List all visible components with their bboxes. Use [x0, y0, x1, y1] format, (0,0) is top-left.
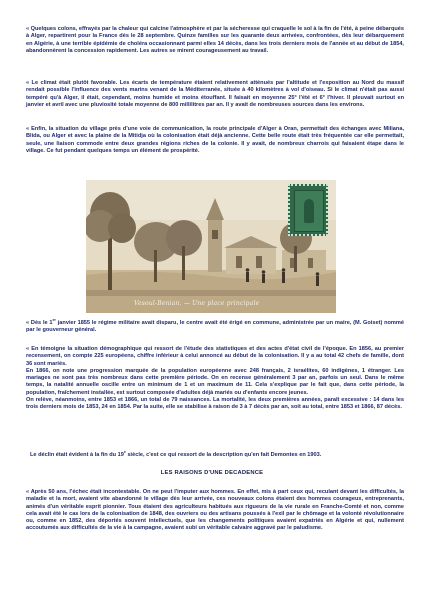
paragraph-commune-start: « Dès le 1	[26, 320, 53, 326]
paragraph-decline-rest: siècle, c'est ce qui ressort de la description qu'en fait Demontes en 1903.	[125, 452, 322, 458]
section-title: LES RAISONS D'UNE DECADENCE	[160, 470, 264, 476]
paragraph-decline	[30, 452, 408, 459]
paragraph-commune-rest: janvier 1855 le régime militaire avait disparu, le centre avait été érigé en commune, administrée par un maire, (M. Goiset) nommé par le gouverneur général.	[26, 320, 404, 334]
stamp-figure-icon	[304, 199, 314, 223]
stamp-face	[294, 190, 324, 232]
postage-stamp	[288, 184, 328, 236]
paragraph-commune	[26, 320, 404, 335]
postcard-caption: Vesoul-Benian. — Une place principale	[134, 300, 260, 307]
ordinal-superscript: er	[52, 318, 56, 323]
paragraph-decline-start: Le déclin était évident à la fin du 19	[30, 452, 124, 458]
paragraph-colons-arrival: « Quelques colons, effrayés par la chaleur qui calcine l'atmosphère et par la sécheresse qui craquelle le sol à la fin de l'été, à peine débarqués à Alger, repartirent pour la France dès le 28 septembre. Quinze familles sur les quarante deux arrivées, confrontées, dès leur débarquement en Algérie, à une terrible épidémie de choléra occasionnant parmi elles 14 décès, dans les trois derniers mois de l'année et au début de 1854, abandonnèrent la concession rapidement. Les autres se mirent courageusement au travail.	[26, 26, 404, 54]
century-superscript: e	[123, 450, 126, 455]
paragraph-failure: « Après 50 ans, l'échec était incontestable. On ne peut l'imputer aux hommes. En effet, mis à part ceux qui, reculant devant les difficultés, la maladie et la mort, avaient vite abandonné le village dès leur arrivée, ces nouveaux colons étaient des hommes courageux, entreprenants, animés d'un véritable esprit pionnier. Tous étaient des agriculteurs habitués aux rigueurs de la vie rurale en Franche-Comté et non, comme cela avait été le cas lors de la colonisation de 1848, des ouvriers ou des artisans poussés à l'exil par le chômage et la volonté révolutionnaire ou, comme en 1852, des déportés souvent intellectuels, que les changements politiques avaient expatriés en Algérie et qui, nullement accoutumés aux difficultés de la vie à la campagne, avaient subi un véritable calvaire aggravé par le paludisme.	[26, 489, 404, 532]
paragraph-route: « Enfin, la situation du village près d'une voie de communication, la route principale d'Alger à Oran, permettait des échanges avec Miliana, Blida, ou Alger et avec la plaine de la Mitidja où la colonisation était déjà ancienne. Cette belle route était très fréquentée car elle permettait, seule, une liaison commode entre deux grandes régions riches de la colonie. Il y avait, de nombreux charrois qui faisaient étape dans le village. Ce fut pendant quelques temps un élément de prospérité.	[26, 126, 404, 154]
paragraph-climate: « Le climat était plutôt favorable. Les écarts de température étaient relativement atténués par l'altitude et l'exposition au Nord du massif rendait possible l'influence des vents marins venant de la Méditerranée, située à 40 kilomètres à vol d'oiseau. Si le climat n'était pas aussi tempéré qu'à Alger, il était, cependant, moins humide et moins étouffant. Il faisait en moyenne 25° l'été et 6° l'hiver. Il pleuvait surtout en janvier et avril avec une pluviosité totale moyenne de 800 millilitres par an. Il y avait de nombreuses sources dans les environs.	[26, 80, 404, 108]
paragraph-demography: « En témoigne la situation démographique qui ressort de l'étude des statistiques et des actes d'état civil de l'époque. En 1856, au premier recensement, on compte 225 européens, chiffre inférieur à celui annoncé au début de la colonisation. Il y a au total 42 chefs de famille, dont 36 sont mariés. En 1866, on note une progression marquée de la population européenne avec 248 français, 2 israélites, 60 indigènes, 1 étranger. Les mariages ne sont pas très nombreux dans cette première période. On en recense généralement 3 par an, parfois un seul. Dans le même temps, la natalité annuelle oscille entre un minimum de 1 et un maximum de 11. Cela s'explique par le fait que, dans cette période, la population, fraîchement installée, est surtout composée d'adultes déjà mariés ou d'enfants encore jeunes. On relève, néanmoins, entre 1853 et 1866, un total de 79 naissances. La mortalité, les deux premières années, paraît excessive : 14 dans les trois derniers mois de 1853, 24 en 1854. Par la suite, elle se stabilise à raison de 3 à 7 décès par an, soit au total, entre 1853 et 1866, 87 décès.	[26, 346, 404, 411]
